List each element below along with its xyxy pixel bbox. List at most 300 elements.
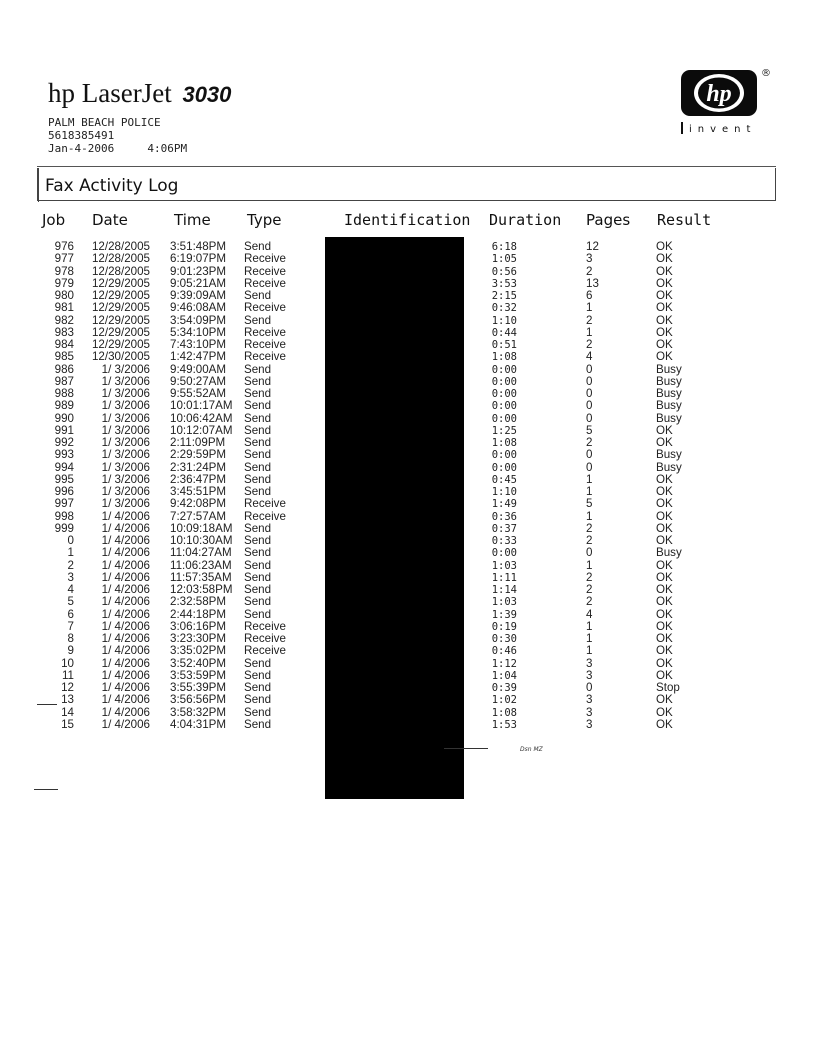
row-duration: 1:12 <box>491 657 517 670</box>
row-result: OK <box>656 607 673 621</box>
row-result: OK <box>656 350 673 364</box>
row-time: 9:42:08PM <box>170 497 227 511</box>
row-time: 7:27:57AM <box>170 509 227 523</box>
row-duration: 1:49 <box>491 498 517 511</box>
row-pages: 3 <box>586 705 593 719</box>
row-pages: 2 <box>586 583 593 596</box>
row-result: OK <box>656 595 673 609</box>
column-headers <box>0 211 816 233</box>
row-time: 3:53:59PM <box>170 668 227 682</box>
row-result: OK <box>656 436 673 449</box>
row-time: 3:45:51PM <box>170 485 227 498</box>
row-date: 1/ 3/2006 <box>101 485 150 498</box>
row-pages: 1 <box>586 558 593 572</box>
col-time: Time <box>174 211 211 229</box>
row-type: Send <box>244 313 272 327</box>
row-date: 1/ 4/2006 <box>101 717 150 731</box>
row-type: Send <box>244 583 272 596</box>
row-duration: 6:18 <box>491 241 517 253</box>
row-duration: 1:08 <box>491 351 517 364</box>
row-type: Send <box>244 705 272 719</box>
row-job: 989 <box>54 399 74 413</box>
report-title-box <box>37 168 776 201</box>
row-pages: 1 <box>586 485 593 498</box>
row-date: 12/29/2005 <box>91 289 150 302</box>
row-pages: 1 <box>586 644 593 658</box>
row-time: 3:51:48PM <box>170 240 227 253</box>
row-type: Receive <box>244 509 286 523</box>
row-date: 1/ 3/2006 <box>101 387 150 400</box>
registered-mark: ® <box>761 68 771 79</box>
row-pages: 0 <box>586 387 593 400</box>
row-date: 1/ 4/2006 <box>101 558 150 572</box>
row-time: 2:44:18PM <box>170 607 227 621</box>
row-type: Send <box>244 595 272 609</box>
col-job: Job <box>42 211 66 229</box>
row-result: Busy <box>656 448 682 462</box>
row-time: 9:01:23PM <box>170 264 227 278</box>
row-date: 1/ 4/2006 <box>101 619 150 633</box>
row-duration: 0:33 <box>491 535 517 547</box>
row-result: OK <box>656 619 673 633</box>
row-duration: 1:03 <box>491 596 517 609</box>
row-time: 9:50:27AM <box>170 374 227 388</box>
row-pages: 5 <box>586 423 593 437</box>
row-job: 12 <box>61 681 74 694</box>
row-time: 2:32:58PM <box>170 595 227 609</box>
model-number: 3030 <box>182 82 232 107</box>
row-pages: 2 <box>586 436 593 449</box>
row-pages: 1 <box>586 632 593 645</box>
redacted-identification <box>325 237 464 799</box>
row-result: OK <box>656 521 673 535</box>
row-time: 2:31:24PM <box>170 460 227 474</box>
row-date: 1/ 3/2006 <box>101 411 150 425</box>
row-time: 3:56:56PM <box>170 693 227 707</box>
row-time: 12:03:58PM <box>170 583 233 596</box>
row-result: OK <box>656 338 673 351</box>
row-result: OK <box>656 693 673 707</box>
row-result: OK <box>656 325 673 339</box>
row-type: Send <box>244 570 272 584</box>
row-pages: 0 <box>586 460 593 474</box>
row-job: 991 <box>54 423 74 437</box>
row-duration: 0:56 <box>491 265 517 278</box>
row-job: 7 <box>67 619 74 633</box>
row-job: 6 <box>67 607 74 621</box>
row-date: 1/ 3/2006 <box>101 497 150 511</box>
row-duration: 0:30 <box>491 633 517 645</box>
row-duration: 0:44 <box>491 326 517 339</box>
row-job: 994 <box>54 460 74 474</box>
row-type: Receive <box>244 338 286 351</box>
row-type: Send <box>244 411 272 425</box>
row-time: 11:06:23AM <box>170 558 232 572</box>
row-job: 977 <box>54 252 74 266</box>
row-job: 997 <box>54 497 74 511</box>
row-duration: 0:32 <box>491 302 517 315</box>
col-identification: Identification <box>344 211 471 229</box>
sender-number: 5618385491 <box>48 129 115 142</box>
row-time: 2:29:59PM <box>170 448 227 462</box>
row-type: Send <box>244 240 272 253</box>
row-duration: 0:36 <box>491 510 517 523</box>
row-duration: 0:45 <box>491 473 517 486</box>
row-type: Send <box>244 362 272 376</box>
row-type: Send <box>244 485 272 498</box>
row-pages: 2 <box>586 521 593 535</box>
row-date: 12/29/2005 <box>91 313 150 327</box>
row-pages: 12 <box>586 240 599 253</box>
row-time: 9:55:52AM <box>170 387 227 400</box>
row-date: 1/ 3/2006 <box>101 436 150 449</box>
col-duration: Duration <box>489 211 562 229</box>
row-date: 12/29/2005 <box>91 338 150 351</box>
row-job: 990 <box>54 411 74 425</box>
row-job: 988 <box>54 387 74 400</box>
row-date: 1/ 4/2006 <box>101 534 150 547</box>
col-result: Result <box>657 211 712 229</box>
row-time: 3:23:30PM <box>170 632 227 645</box>
row-date: 12/29/2005 <box>91 325 150 339</box>
row-duration: 2:15 <box>491 290 517 302</box>
row-type: Send <box>244 436 272 449</box>
row-pages: 2 <box>586 534 593 547</box>
row-date: 12/30/2005 <box>91 350 150 364</box>
printer-brand <box>48 78 231 109</box>
row-result: OK <box>656 509 673 523</box>
row-result: OK <box>656 276 673 290</box>
row-pages: 3 <box>586 717 593 731</box>
row-type: Send <box>244 374 272 388</box>
row-job: 985 <box>54 350 74 364</box>
pen-mark-bottom <box>34 789 58 790</box>
row-duration: 0:00 <box>491 363 517 376</box>
report-time: 4:06PM <box>147 142 188 155</box>
row-result: OK <box>656 632 673 645</box>
col-date: Date <box>92 211 128 229</box>
row-result: OK <box>656 289 673 302</box>
row-type: Send <box>244 607 272 621</box>
row-result: OK <box>656 240 673 253</box>
hp-tagline <box>681 122 781 138</box>
row-time: 10:12:07AM <box>170 423 233 437</box>
row-date: 1/ 4/2006 <box>101 521 150 535</box>
hp-logo-text: hp <box>706 81 732 107</box>
row-pages: 3 <box>586 252 593 266</box>
row-duration: 0:00 <box>491 547 517 560</box>
row-date: 1/ 4/2006 <box>101 583 150 596</box>
hp-logo-icon <box>681 70 757 116</box>
row-duration: 0:00 <box>491 388 517 400</box>
row-job: 995 <box>54 472 74 486</box>
row-pages: 2 <box>586 595 593 609</box>
row-result: OK <box>656 570 673 584</box>
row-type: Receive <box>244 252 286 266</box>
row-result: Busy <box>656 387 682 400</box>
hp-logo <box>681 70 791 140</box>
row-result: Stop <box>656 681 680 694</box>
row-pages: 2 <box>586 313 593 327</box>
row-time: 10:06:42AM <box>170 411 233 425</box>
row-pages: 1 <box>586 301 593 315</box>
row-time: 5:34:10PM <box>170 325 227 339</box>
row-job: 987 <box>54 374 74 388</box>
row-time: 11:57:35AM <box>170 570 232 584</box>
row-job: 978 <box>54 264 74 278</box>
row-duration: 1:02 <box>491 694 517 707</box>
row-type: Send <box>244 289 272 302</box>
row-pages: 2 <box>586 264 593 278</box>
row-type: Receive <box>244 264 286 278</box>
row-result: OK <box>656 264 673 278</box>
row-result: Busy <box>656 460 682 474</box>
row-type: Send <box>244 546 272 560</box>
row-job: 4 <box>67 583 74 596</box>
report-datetime <box>48 142 187 155</box>
row-job: 5 <box>67 595 74 609</box>
row-date: 1/ 3/2006 <box>101 399 150 413</box>
row-time: 3:35:02PM <box>170 644 227 658</box>
row-type: Send <box>244 387 272 400</box>
row-duration: 1:08 <box>491 437 517 449</box>
row-job: 996 <box>54 485 74 498</box>
row-pages: 0 <box>586 411 593 425</box>
row-time: 6:19:07PM <box>170 252 227 266</box>
row-time: 7:43:10PM <box>170 338 227 351</box>
row-pages: 1 <box>586 509 593 523</box>
row-date: 1/ 3/2006 <box>101 374 150 388</box>
row-time: 3:58:32PM <box>170 705 227 719</box>
row-type: Receive <box>244 644 286 658</box>
row-type: Receive <box>244 325 286 339</box>
row-result: OK <box>656 423 673 437</box>
row-pages: 0 <box>586 374 593 388</box>
row-result: OK <box>656 668 673 682</box>
row-type: Receive <box>244 276 286 290</box>
row-time: 10:09:18AM <box>170 521 233 535</box>
row-date: 12/28/2005 <box>91 240 150 253</box>
row-type: Receive <box>244 619 286 633</box>
row-type: Receive <box>244 350 286 364</box>
row-result: OK <box>656 534 673 547</box>
row-time: 4:04:31PM <box>170 717 227 731</box>
col-type: Type <box>247 211 282 229</box>
row-pages: 4 <box>586 350 593 364</box>
row-type: Send <box>244 558 272 572</box>
row-job: 10 <box>61 656 74 670</box>
row-date: 12/28/2005 <box>91 252 150 266</box>
row-date: 1/ 4/2006 <box>101 546 150 560</box>
row-result: OK <box>656 717 673 731</box>
row-job: 999 <box>54 521 74 535</box>
row-pages: 4 <box>586 607 593 621</box>
row-duration: 0:00 <box>491 449 517 462</box>
row-type: Receive <box>244 301 286 315</box>
row-job: 0 <box>67 534 74 547</box>
row-duration: 1:03 <box>491 559 517 572</box>
row-result: OK <box>656 252 673 266</box>
pen-mark-row-13 <box>444 748 488 749</box>
row-pages: 0 <box>586 448 593 462</box>
row-duration: 0:19 <box>491 620 517 633</box>
row-time: 2:11:09PM <box>170 436 226 449</box>
row-date: 1/ 4/2006 <box>101 595 150 609</box>
row-result: Busy <box>656 399 682 413</box>
row-pages: 2 <box>586 338 593 351</box>
row-pages: 3 <box>586 693 593 707</box>
row-time: 10:10:30AM <box>170 534 233 547</box>
row-duration: 0:39 <box>491 682 517 694</box>
row-date: 1/ 3/2006 <box>101 448 150 462</box>
row-date: 1/ 4/2006 <box>101 705 150 719</box>
row-pages: 1 <box>586 472 593 486</box>
row-date: 1/ 3/2006 <box>101 460 150 474</box>
row-result: OK <box>656 472 673 486</box>
row-result: OK <box>656 301 673 315</box>
row-duration: 0:00 <box>491 375 517 388</box>
row-type: Send <box>244 460 272 474</box>
row-time: 11:04:27AM <box>170 546 232 560</box>
row-result: OK <box>656 583 673 596</box>
row-duration: 1:25 <box>491 424 517 437</box>
row-result: OK <box>656 485 673 498</box>
row-type: Send <box>244 668 272 682</box>
row-date: 1/ 4/2006 <box>101 681 150 694</box>
row-job: 983 <box>54 325 74 339</box>
row-type: Send <box>244 717 272 731</box>
row-time: 3:52:40PM <box>170 656 227 670</box>
row-job: 981 <box>54 301 74 315</box>
sender-info <box>48 116 187 155</box>
row-type: Send <box>244 472 272 486</box>
tagline-text: invent <box>689 124 757 135</box>
row-pages: 0 <box>586 681 593 694</box>
row-time: 2:36:47PM <box>170 472 227 486</box>
row-job: 993 <box>54 448 74 462</box>
row-duration: 1:53 <box>491 718 517 731</box>
row-date: 1/ 4/2006 <box>101 607 150 621</box>
report-title: Fax Activity Log <box>45 176 179 196</box>
row-result: OK <box>656 656 673 670</box>
row-duration: 0:00 <box>491 400 517 413</box>
row-job: 998 <box>54 509 74 523</box>
row-date: 1/ 3/2006 <box>101 423 150 437</box>
row-time: 3:55:39PM <box>170 681 227 694</box>
row-duration: 0:37 <box>491 522 517 535</box>
row-job: 982 <box>54 313 74 327</box>
row-type: Send <box>244 448 272 462</box>
row-date: 1/ 3/2006 <box>101 362 150 376</box>
row-duration: 1:10 <box>491 314 517 327</box>
row-time: 3:54:09PM <box>170 313 227 327</box>
row-pages: 2 <box>586 570 593 584</box>
row-pages: 0 <box>586 362 593 376</box>
row-duration: 0:51 <box>491 339 517 351</box>
row-job: 1 <box>67 546 74 560</box>
row-result: Busy <box>656 374 682 388</box>
row-duration: 1:05 <box>491 253 517 266</box>
row-date: 12/28/2005 <box>91 264 150 278</box>
row-job: 2 <box>67 558 74 572</box>
header-rule <box>37 166 776 167</box>
row-duration: 3:53 <box>491 277 517 290</box>
row-date: 1/ 4/2006 <box>101 632 150 645</box>
row-type: Send <box>244 399 272 413</box>
row-type: Receive <box>244 632 286 645</box>
pen-mark-row-10 <box>37 704 57 705</box>
row-pages: 0 <box>586 546 593 560</box>
row-date: 1/ 4/2006 <box>101 668 150 682</box>
hp-logo-box <box>681 70 757 116</box>
row-job: 979 <box>54 276 74 290</box>
row-job: 986 <box>54 362 74 376</box>
sender-name: PALM BEACH POLICE <box>48 116 161 129</box>
tagline-bar <box>681 122 683 134</box>
row-result: OK <box>656 644 673 658</box>
row-result: OK <box>656 313 673 327</box>
row-job: 980 <box>54 289 74 302</box>
row-date: 1/ 3/2006 <box>101 472 150 486</box>
row-duration: 1:10 <box>491 486 517 498</box>
row-type: Receive <box>244 497 286 511</box>
row-date: 1/ 4/2006 <box>101 656 150 670</box>
row-result: OK <box>656 497 673 511</box>
row-pages: 3 <box>586 656 593 670</box>
row-type: Send <box>244 521 272 535</box>
row-time: 3:06:16PM <box>170 619 227 633</box>
row-duration: 1:14 <box>491 584 517 596</box>
row-time: 9:05:21AM <box>170 276 227 290</box>
row-job: 14 <box>61 705 74 719</box>
row-job: 992 <box>54 436 74 449</box>
row-pages: 0 <box>586 399 593 413</box>
row-job: 15 <box>61 717 74 731</box>
row-date: 1/ 4/2006 <box>101 644 150 658</box>
row-pages: 1 <box>586 325 593 339</box>
row-date: 1/ 4/2006 <box>101 509 150 523</box>
row-job: 11 <box>61 668 74 682</box>
row-duration: 1:39 <box>491 608 517 621</box>
row-duration: 1:11 <box>491 571 517 584</box>
row-time: 10:01:17AM <box>170 399 233 413</box>
row-duration: 0:46 <box>491 645 517 658</box>
row-type: Send <box>244 656 272 670</box>
row-type: Send <box>244 681 272 694</box>
row-time: 9:39:09AM <box>170 289 227 302</box>
row-result: OK <box>656 705 673 719</box>
col-pages: Pages <box>586 211 631 229</box>
row-type: Send <box>244 693 272 707</box>
row-time: 9:46:08AM <box>170 301 227 315</box>
row-result: Busy <box>656 362 682 376</box>
row-type: Send <box>244 534 272 547</box>
row-result: OK <box>656 558 673 572</box>
row-pages: 3 <box>586 668 593 682</box>
row-date: 12/29/2005 <box>91 276 150 290</box>
row-duration: 1:08 <box>491 706 517 719</box>
row-pages: 5 <box>586 497 593 511</box>
row-job: 13 <box>61 693 74 707</box>
row-result: Busy <box>656 546 682 560</box>
row-job: 976 <box>54 240 74 253</box>
row-pages: 6 <box>586 289 593 302</box>
row-date: 12/29/2005 <box>91 301 150 315</box>
row-duration: 0:00 <box>491 412 517 425</box>
handwritten-note: Dsn MZ <box>520 746 543 753</box>
row-pages: 13 <box>586 276 599 290</box>
row-date: 1/ 4/2006 <box>101 570 150 584</box>
